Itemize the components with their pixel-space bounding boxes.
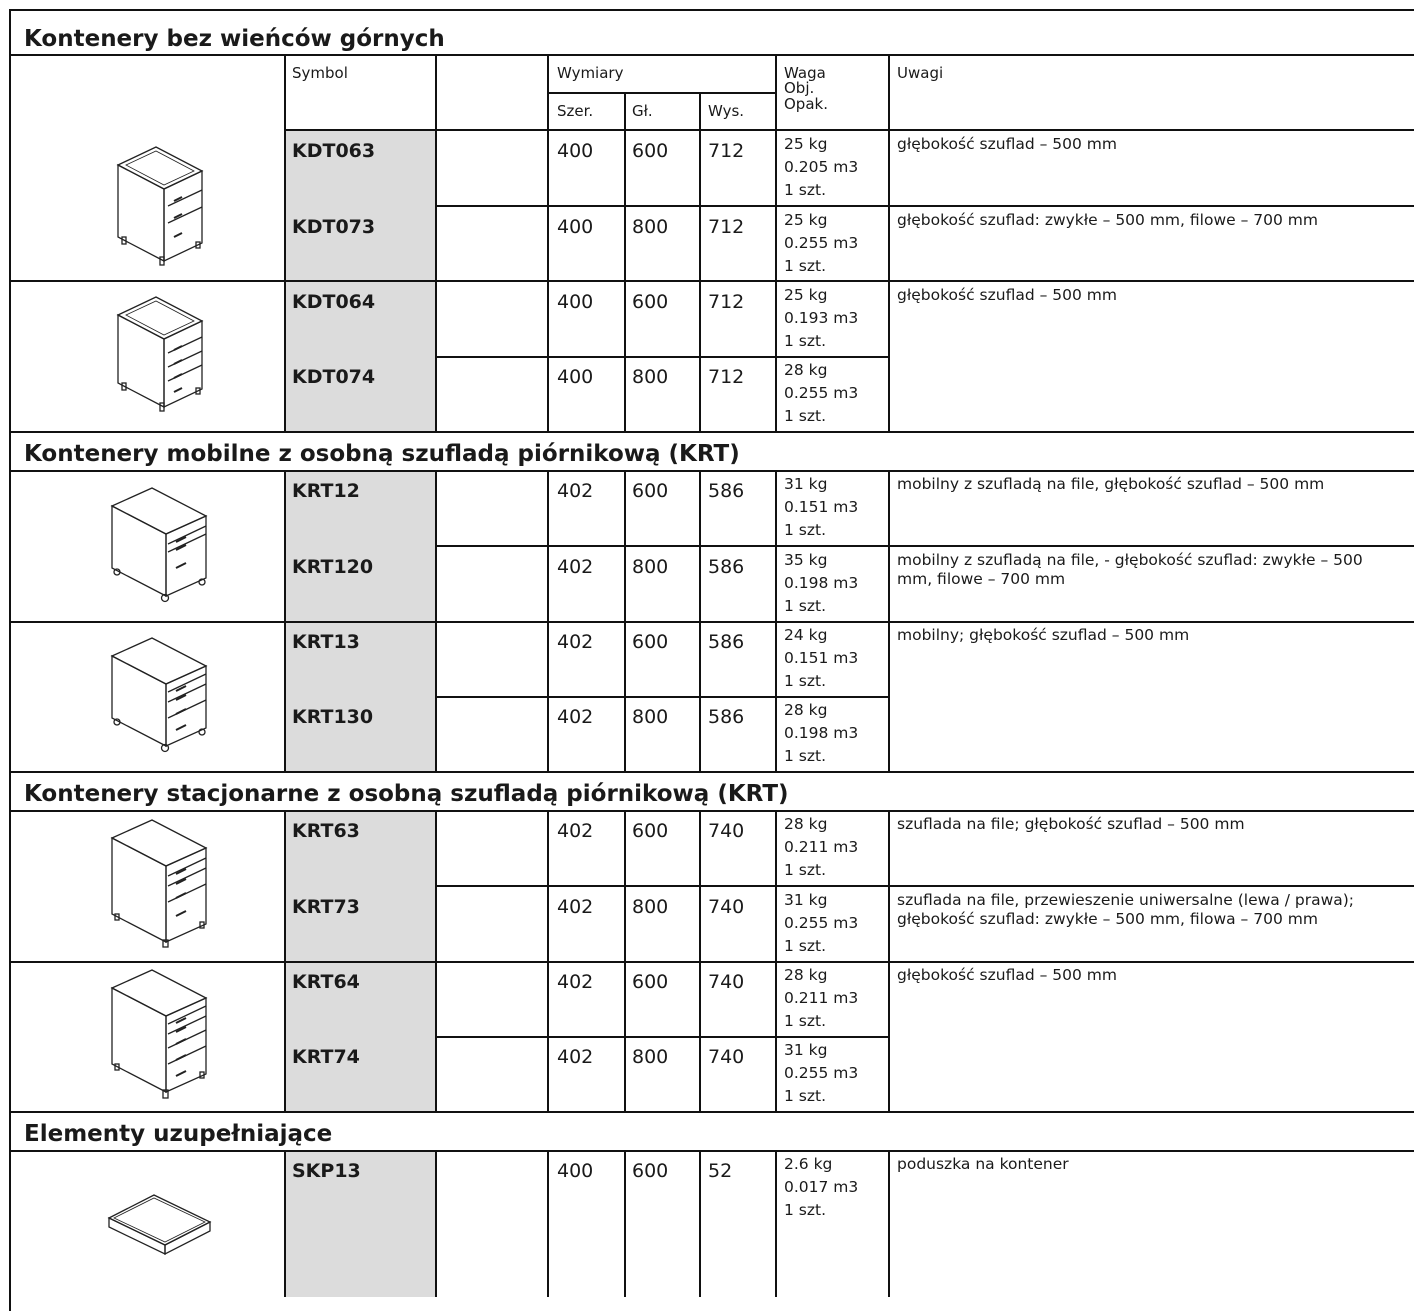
divider [435, 55, 437, 432]
divider [9, 1150, 1414, 1152]
divider [775, 55, 777, 432]
height-value: 740 [708, 1046, 745, 1068]
depth-value: 800 [632, 366, 669, 388]
divider [624, 811, 626, 1112]
volume-value: 0.198 m3 [784, 574, 859, 592]
depth-value: 800 [632, 896, 669, 918]
weight-value: 25 kg [784, 286, 828, 304]
divider [9, 54, 1414, 56]
height-value: 712 [708, 291, 745, 313]
header-weight [784, 64, 828, 114]
volume-value: 0.255 m3 [784, 384, 859, 402]
divider [9, 961, 1414, 963]
notes-value: głębokość szuflad: zwykłe – 500 mm, filowe – 700 mm [897, 211, 1318, 229]
depth-value: 600 [632, 820, 669, 842]
product-symbol: KRT74 [292, 1046, 360, 1068]
weight-value: 31 kg [784, 1041, 828, 1059]
depth-value: 800 [632, 556, 669, 578]
volume-value: 0.198 m3 [784, 724, 859, 742]
product-symbol: KRT120 [292, 556, 374, 578]
product-symbol: KRT64 [292, 971, 360, 993]
width-value: 402 [557, 971, 594, 993]
header-weight-label: Waga [784, 64, 826, 82]
divider [9, 771, 1414, 773]
header-package-label: Opak. [784, 95, 828, 113]
depth-value: 600 [632, 291, 669, 313]
height-value: 586 [708, 631, 745, 653]
width-value: 402 [557, 896, 594, 918]
package-value: 1 szt. [784, 1012, 827, 1030]
header-volume-label: Obj. [784, 79, 815, 97]
divider [699, 93, 701, 432]
divider [547, 55, 549, 432]
height-value: 712 [708, 140, 745, 162]
divider [435, 811, 437, 1112]
weight-value: 28 kg [784, 815, 828, 833]
container-no-top-4-drawers-icon [112, 295, 207, 417]
divider [436, 356, 889, 358]
divider [624, 1151, 626, 1297]
divider [699, 471, 701, 772]
product-symbol: SKP13 [292, 1160, 361, 1182]
header-height: Wys. [708, 102, 745, 120]
width-value: 402 [557, 820, 594, 842]
header-width: Szer. [557, 102, 594, 120]
divider [284, 471, 286, 772]
weight-value: 28 kg [784, 361, 828, 379]
package-value: 1 szt. [784, 181, 827, 199]
product-symbol: KRT73 [292, 896, 360, 918]
package-value: 1 szt. [784, 937, 827, 955]
package-value: 1 szt. [784, 597, 827, 615]
package-value: 1 szt. [784, 407, 827, 425]
mobile-container-4-drawers-icon [108, 636, 208, 754]
divider [888, 1151, 890, 1297]
width-value: 400 [557, 216, 594, 238]
notes-value: głębokość szuflad – 500 mm [897, 966, 1117, 984]
notes-value: szuflada na file; głębokość szuflad – 500 mm [897, 815, 1245, 833]
depth-value: 600 [632, 1160, 669, 1182]
width-value: 400 [557, 140, 594, 162]
divider [775, 471, 777, 772]
depth-value: 600 [632, 631, 669, 653]
depth-value: 800 [632, 216, 669, 238]
volume-value: 0.211 m3 [784, 989, 859, 1007]
divider [775, 811, 777, 1112]
divider [436, 545, 1414, 547]
divider [624, 471, 626, 772]
depth-value: 600 [632, 480, 669, 502]
height-value: 740 [708, 820, 745, 842]
height-value: 586 [708, 706, 745, 728]
section-title: Kontenery bez wieńców górnych [24, 26, 445, 52]
volume-value: 0.193 m3 [784, 309, 859, 327]
notes-value: mobilny z szufladą na file, - głębokość szuflad: zwykłe – 500 mm, filowe – 700 mm [897, 551, 1363, 588]
weight-value: 24 kg [784, 626, 828, 644]
mobile-container-3-drawers-icon [108, 486, 208, 604]
divider [9, 470, 1414, 472]
divider [284, 811, 286, 1112]
container-no-top-3-drawers-icon [112, 145, 207, 267]
volume-value: 0.255 m3 [784, 1064, 859, 1082]
divider [775, 1151, 777, 1297]
divider [286, 129, 1414, 131]
stationary-container-3-drawers-icon [108, 818, 208, 950]
height-value: 712 [708, 216, 745, 238]
weight-value: 28 kg [784, 966, 828, 984]
package-value: 1 szt. [784, 257, 827, 275]
weight-value: 31 kg [784, 891, 828, 909]
depth-value: 800 [632, 706, 669, 728]
height-value: 52 [708, 1160, 733, 1182]
divider [888, 811, 890, 1112]
divider [547, 471, 549, 772]
stationary-container-4-drawers-icon [108, 968, 208, 1102]
divider [9, 810, 1414, 812]
package-value: 1 szt. [784, 747, 827, 765]
package-value: 1 szt. [784, 1087, 827, 1105]
product-symbol: KRT63 [292, 820, 360, 842]
package-value: 1 szt. [784, 861, 827, 879]
cushion-icon [106, 1192, 214, 1258]
divider [9, 280, 1414, 282]
volume-value: 0.211 m3 [784, 838, 859, 856]
width-value: 402 [557, 1046, 594, 1068]
weight-value: 35 kg [784, 551, 828, 569]
volume-value: 0.255 m3 [784, 914, 859, 932]
header-depth: Gł. [632, 102, 653, 120]
product-symbol: KDT064 [292, 291, 376, 313]
divider [9, 621, 1414, 623]
depth-value: 800 [632, 1046, 669, 1068]
notes-value: mobilny; głębokość szuflad – 500 mm [897, 626, 1190, 644]
divider [547, 1151, 549, 1297]
divider [888, 471, 890, 772]
width-value: 402 [557, 480, 594, 502]
width-value: 402 [557, 556, 594, 578]
divider [436, 205, 1414, 207]
section-title: Elementy uzupełniające [24, 1121, 333, 1147]
divider [9, 1111, 1414, 1113]
weight-value: 28 kg [784, 701, 828, 719]
divider [547, 811, 549, 1112]
divider [624, 93, 626, 432]
weight-value: 31 kg [784, 475, 828, 493]
divider [888, 55, 890, 432]
section-title: Kontenery stacjonarne z osobną szufladą piórnikową (KRT) [24, 781, 789, 807]
divider [436, 1036, 889, 1038]
volume-value: 0.151 m3 [784, 498, 859, 516]
product-symbol: KRT12 [292, 480, 360, 502]
divider [548, 92, 776, 94]
divider [435, 471, 437, 772]
volume-value: 0.017 m3 [784, 1178, 859, 1196]
package-value: 1 szt. [784, 1201, 827, 1219]
width-value: 402 [557, 631, 594, 653]
product-symbol: KDT073 [292, 216, 376, 238]
width-value: 400 [557, 291, 594, 313]
notes-value: szuflada na file, przewieszenie uniwersalne (lewa / prawa); głębokość szuflad: zwykłe – 500 mm, filowa – 700 mm [897, 891, 1355, 928]
depth-value: 600 [632, 971, 669, 993]
width-value: 400 [557, 366, 594, 388]
divider [435, 1151, 437, 1297]
header-notes: Uwagi [897, 64, 944, 82]
height-value: 586 [708, 556, 745, 578]
volume-value: 0.151 m3 [784, 649, 859, 667]
product-symbol: KDT074 [292, 366, 376, 388]
height-value: 740 [708, 971, 745, 993]
product-symbol: KRT130 [292, 706, 374, 728]
package-value: 1 szt. [784, 521, 827, 539]
notes-value: głębokość szuflad – 500 mm [897, 135, 1117, 153]
package-value: 1 szt. [784, 672, 827, 690]
weight-value: 25 kg [784, 211, 828, 229]
divider [699, 811, 701, 1112]
volume-value: 0.255 m3 [784, 234, 859, 252]
product-symbol: KDT063 [292, 140, 376, 162]
height-value: 586 [708, 480, 745, 502]
header-symbol: Symbol [292, 64, 348, 82]
divider [699, 1151, 701, 1297]
divider [436, 696, 889, 698]
weight-value: 2.6 kg [784, 1155, 833, 1173]
notes-value: głębokość szuflad – 500 mm [897, 286, 1117, 304]
section-title: Kontenery mobilne z osobną szufladą piórnikową (KRT) [24, 441, 740, 467]
product-symbol: KRT13 [292, 631, 360, 653]
height-value: 712 [708, 366, 745, 388]
divider [284, 1151, 286, 1297]
divider [9, 431, 1414, 433]
notes-value: mobilny z szufladą na file, głębokość szuflad – 500 mm [897, 475, 1325, 493]
width-value: 402 [557, 706, 594, 728]
divider [284, 55, 286, 432]
header-dimensions: Wymiary [557, 64, 624, 82]
package-value: 1 szt. [784, 332, 827, 350]
depth-value: 600 [632, 140, 669, 162]
volume-value: 0.205 m3 [784, 158, 859, 176]
height-value: 740 [708, 896, 745, 918]
divider [436, 885, 1414, 887]
weight-value: 25 kg [784, 135, 828, 153]
width-value: 400 [557, 1160, 594, 1182]
notes-value: poduszka na kontener [897, 1155, 1069, 1173]
